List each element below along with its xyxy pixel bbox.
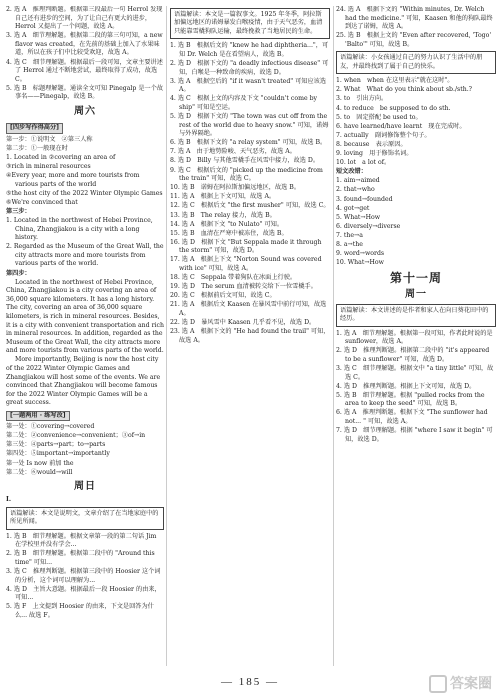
passage-summary-text: 语篇解读：小女孩通过自己的努力认识了生活中的朋友，并最终找到了属于自己的快乐。 [340, 54, 483, 70]
exercise-line: 第一处 Is now 前加 the [6, 459, 74, 467]
answer-item: 4. 选 C 细节理解题。根据最后一段可知，文章主要讲述了 Herrol 通过不断地尝试，最终取得了成功，故选 C。 [6, 58, 163, 83]
answer-item: 5. 选 B 细节理解题。根据 "pulled rocks from the area to keep the seed" 可知，故选 B。 [336, 391, 485, 408]
correction-item: 10. What→How [336, 259, 384, 267]
writing-line: ⑥We're convinced that [6, 198, 78, 206]
passage-summary-text: 语篇解读：本文讲述的是作者和家人在向日葵花田中的经历。 [340, 306, 489, 323]
fill-answer-item: 4. to reduce be supposed to do sth. [336, 104, 451, 112]
fill-answer-item: 1. when when 在这里表示"就在这时"。 [336, 77, 454, 85]
writing-line: 1. Located in ②covering an area of [6, 153, 116, 161]
answer-item: 1. 选 B 细节理解题。根据文章第一段的第二句话 Jim 在学校里并没有学会... [6, 532, 157, 549]
section-title-saturday: 周六 [74, 106, 96, 118]
answer-item: 3. 选 A 细节理解题。根据第二段的第三句可知，a new flavor was created，在先前的基础上加入了水果味道，所以在孩子们中比较受欢迎，故选 A。 [6, 32, 163, 57]
passage-summary-box [336, 51, 496, 74]
fill-answer-item: 2. What What do you think about sb./sth.? [336, 86, 472, 94]
correction-item: 3. found→founded [336, 195, 393, 203]
answer-item: 25. 选 B 根据上文的 "Even after recovered, 'Togo' 'Balto'" 可知，故选 B。 [336, 32, 492, 48]
exercise-lines [6, 423, 164, 477]
correction-answers [336, 177, 496, 267]
col3-bottom-answers [336, 330, 496, 445]
writing-line: 1. Located in the northwest of Hebei Province, China, Zhangjiakou is a city with a long history. [6, 216, 153, 242]
correction-item: 8. a→the [336, 240, 363, 248]
answer-item: 8. 选 D Billy 与其他雪橇手在风雪中接力，故选 D。 [170, 157, 320, 165]
answer-item: 5. 选 F 上文提到 Hoosier 的由来，下文是回答为什么... 故选 F。 [6, 603, 154, 619]
writing-line: ③rich in mineral resources [6, 162, 91, 170]
exercise-line: 第三处：④parts→part；to→parts [6, 441, 106, 449]
exercise-line: 第四处：⑤important→importantly [6, 450, 110, 458]
col1-bottom-answers [6, 533, 164, 621]
correction-item: 4. got→get [336, 204, 370, 212]
correction-item: 1. aim→aimed [336, 177, 380, 185]
correction-item: 2. that→who [336, 186, 375, 194]
answer-item: 4. 选 C 根据上文的内容及下文 "couldn't come by ship" 可知是空运。 [170, 95, 318, 111]
exercise-line: 第二处：②convenience→convenient；③of→in [6, 432, 146, 440]
step-four: 第四步： [6, 269, 31, 277]
exercise-label: [一题两用 · 练写改] [6, 411, 70, 422]
answer-item: 2. 选 D 推理判断题。根据第二段中的 "it's appeared to be a sunflower" 可知，故选 D。 [336, 347, 490, 363]
answer-item: 12. 选 C 根据后文 "the first musher" 可知，故选 C。 [170, 202, 330, 210]
correction-item: 6. diversely→diverse [336, 222, 401, 230]
answer-item: 4. 选 D 主旨大意题。根据最后一段 Hoosier 的由来，可知... [6, 585, 161, 602]
writing-line: 2. Regarded as the Museum of the Great Wall, the city attracts more and more tourists from various parts of the world. [6, 243, 164, 268]
answer-item: 16. 选 D 根据下文 "But Seppala made it through the storm" 可知，故选 D。 [170, 238, 322, 255]
essay-paragraph: More importantly, Beijing is now the host city of the 2022 Winter Olympic Games and Zhangjiakou will host some of the events. We are convinced that Zhangjiakou will become famous for the 2022 Winter Olympic Games will be a great success. [6, 356, 161, 407]
watermark [429, 673, 492, 693]
col2-answer-list [170, 42, 330, 345]
watermark-logo-icon [429, 675, 447, 693]
answer-item: 10. 选 B 诺姆在阿拉斯加偏远地区，故选 B。 [170, 184, 301, 192]
answer-item: 2. 选 A 推理判断题。根据第三段最后一句 Herrol 发现自己还有进步的空间，为了让自己有更大的进步，Herrol 又提出了一个问题，故选 A。 [6, 6, 163, 31]
passage-summary-box [170, 8, 330, 39]
fill-answer-item: 7. actually 副词修饰整个句子。 [336, 131, 431, 139]
writing-line: ④Every year, more and more tourists from various parts of the world [6, 172, 140, 188]
answer-item: 5. 选 B 标题理解题。通读全文可知 Pinegalp 是一个故事名——Pinegalp，故选 B。 [6, 84, 164, 101]
part-label: I. [6, 496, 12, 504]
passage-summary-text: 语篇解读：本文是一篇叙事文。1925 年冬季，阿拉斯加偏远地区的诺姆暴发白喉疫情，由于天气恶劣，血清只能靠雪橇狗队运输，最终挽救了当地居民的生命。 [174, 11, 323, 35]
watermark-text: 答案圈 [450, 676, 492, 692]
answer-item: 22. 选 D 暴风雪中 Kaasen 几乎看不见，故选 D。 [170, 319, 316, 327]
col1-top-answers [6, 6, 164, 102]
fill-answer-item: 6. have learned/have learnt 现在完成时。 [336, 122, 466, 130]
answer-item: 19. 选 D The serum 血清被转交给下一位雪橇手。 [170, 283, 317, 291]
answer-item: 17. 选 A 根据上下文 "Norton Sound was covered with ice" 可知，故选 A。 [170, 256, 322, 273]
fill-answer-item: 9. loving 用于修饰名词。 [336, 150, 413, 158]
writing-line: ⑤the host city of the 2022 Winter Olympic Games [6, 189, 163, 197]
answer-item: 3. 选 C 推理判断题。根据第三段中的 Hoosier 这个词的分析，这个词可以理解为... [6, 567, 161, 584]
answer-item: 1. 选 A 细节理解题。根据第一段可知，作者此时说的是 sunflower，故选 A。 [336, 329, 493, 346]
fill-blank-answers [336, 77, 496, 167]
answer-item: 14. 选 A 根据下文 "to Nulato" 可知。 [170, 220, 284, 228]
section-title-monday: 周一 [405, 288, 427, 300]
writing-label: [四步写作得高分] [6, 123, 63, 134]
passage-summary-box [336, 304, 496, 327]
answer-item: 21. 选 A 根据后文 Kaasen 在暴风雪中前行可知，故选 A。 [170, 301, 327, 318]
answer-item: 6. 选 A 推理判断题。根据下文 "The sunflower had not... " 可知，故选 A。 [336, 409, 488, 425]
correction-item: 5. What→How [336, 213, 380, 221]
exercise-line: 第二处：⑥would→will [6, 468, 73, 476]
column-right [336, 6, 496, 664]
answer-item: 6. 选 B 根据下文的 "a relay system" 可知，故选 B。 [170, 139, 327, 147]
answer-item: 5. 选 D 根据下文的 "The town was cut off from the rest of the world due to heavy snow." 可知，诺姆与外界隔绝。 [170, 112, 329, 138]
correction-item: 9. word→words [336, 250, 385, 258]
fill-answer-item: 3. to 引出方向。 [336, 95, 388, 103]
passage-summary-box [6, 507, 164, 530]
step-one: 第一步：①说明文 ②第三人称 [6, 135, 93, 143]
answer-item: 13. 选 B The relay 接力，故选 B。 [170, 211, 276, 219]
fill-answer-item: 10. lot a lot of。 [336, 159, 391, 167]
fill-answer-item: 8. because 表示原因。 [336, 140, 407, 148]
writing-line: 第三步： [6, 207, 31, 215]
answer-item: 18. 选 C Seppala 带着狗队在冰面上行驶。 [170, 274, 297, 282]
exercise-line: 第一处：①covering→covered [6, 423, 95, 431]
answer-item: 3. 选 A 根据空后的 "if it wasn't treated" 可知应该选 A。 [170, 77, 327, 94]
answer-item: 9. 选 C 根据后文的 "picked up the medicine from the train" 可知，故选 C。 [170, 166, 323, 183]
fill-answer-item: 5. to 固定搭配 be used to。 [336, 113, 422, 121]
answer-item: 3. 选 C 细节理解题。根据文中 "a tiny little" 可知，故选 C。 [336, 364, 494, 381]
col3-top-answers [336, 6, 496, 49]
page-number: — 185 — [221, 676, 279, 688]
passage-summary-text: 语篇解读：本文是说明文，文章介绍了在当地家庭中的所见所闻。 [10, 509, 159, 526]
answer-item: 23. 选 A 根据下文的 "He had found the trail" 可知，故选 A。 [170, 328, 330, 344]
answer-item: 4. 选 D 推理判断题。根据上下文可知，故选 D。 [336, 382, 476, 390]
answer-item: 7. 选 A 由于地势险峻、天气恶劣，故选 A。 [170, 148, 296, 156]
essay-paragraph: Located in the northwest of Hebei Province, China, Zhangjiakou is a city covering an area of 36,000 square kilometers. It has a long history. The city, covering an area of 36,000 square kilometers, is rich in mineral resources. Besides, it is a city with convenient transportation and rich in mineral resources. In addition, regarded as the Museum of the Great Wall, the city attracts more and more tourists from various parts of the world. [6, 278, 164, 355]
answer-item: 24. 选 A 根据下文的 "Within minutes, Dr. Welch had the medicine." 可知，Kaasen 和他的狗队最终到达了诺姆，故选 A。 [336, 6, 493, 31]
section-title-week11: 第十一周 [389, 270, 442, 285]
answer-item: 7. 选 D 细节理解题。根据 "where I saw it begin" 可知，故选 D。 [336, 427, 493, 443]
answer-item: 20. 选 C 根据前后文可知，故选 C。 [170, 292, 276, 300]
column-left [6, 6, 164, 664]
column-middle [170, 6, 330, 664]
answer-item: 1. 选 B 根据后文的 "knew he had diphtheria..."，可知 Dr. Welch 是在看望病人，故选 B。 [170, 42, 329, 58]
answer-item: 2. 选 D 根据下文的 "a deadly infectious disease" 可知，白喉是一种致命的疾病，故选 D。 [170, 59, 329, 76]
correction-item: 7. the→a [336, 231, 363, 239]
correction-title: 短文改错： [336, 168, 367, 176]
column-divider-2 [333, 6, 334, 666]
answer-item: 11. 选 A 根据上下文可知，故选 A。 [170, 193, 276, 201]
step-two: 第二步：①一般现在时 [6, 144, 68, 152]
writing-lines [6, 154, 164, 269]
answer-item: 15. 选 B 血清在严寒中被冻住，故选 B。 [170, 229, 288, 237]
section-title-sunday: 周日 [74, 481, 96, 493]
column-divider-1 [166, 6, 167, 666]
answer-item: 2. 选 B 细节理解题。根据第二段中的 "Around this time" 可知... [6, 550, 155, 566]
